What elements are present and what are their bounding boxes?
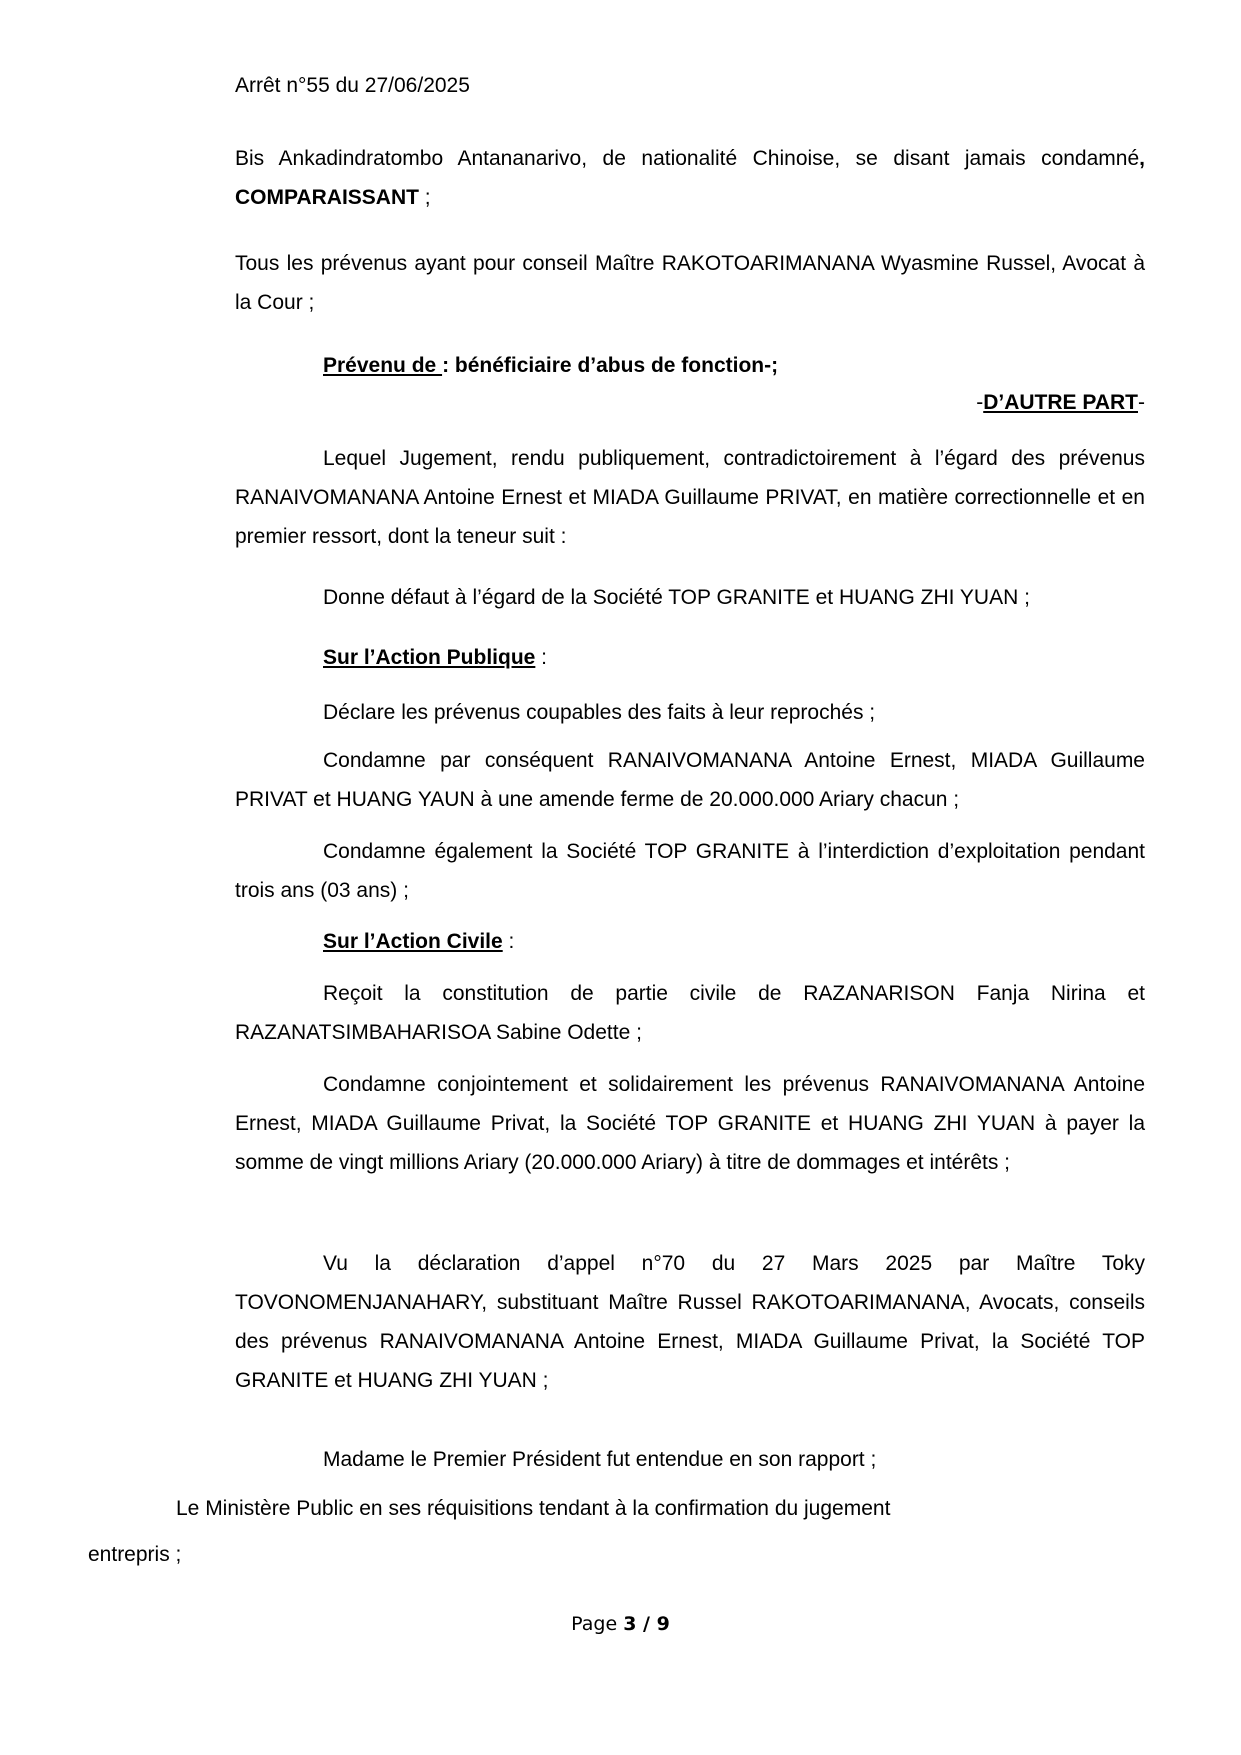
charge-label: Prévenu de xyxy=(323,354,443,377)
heading-action-publique xyxy=(323,638,547,677)
action-civile-label: Sur l’Action Civile xyxy=(323,930,503,953)
decision-header: Arrêt n°55 du 27/06/2025 xyxy=(235,74,470,97)
paragraph-judgment: Lequel Jugement, rendu publiquement, contradictoirement à l’égard des prévenus RANAIVOMANANA Antoine Ernest et MIADA Guillaume PRIVAT, en matière correctionnelle et en premier ressort, dont la teneur suit : xyxy=(235,447,1145,548)
paragraph-fine: Condamne par conséquent RANAIVOMANANA Antoine Ernest, MIADA Guillaume PRIVAT et HUANG YAUN à une amende ferme de 20.000.000 Ariary chacun ; xyxy=(235,749,1145,811)
paragraph-damages: Condamne conjointement et solidairement les prévenus RANAIVOMANANA Antoine Ernest, MIADA Guillaume Privat, la Société TOP GRANITE et HUANG ZHI YUAN à payer la somme de vingt millions Ariary (20.000.000 Ariary) à titre de dommages et intérêts ; xyxy=(235,1073,1145,1174)
comma: , xyxy=(1139,147,1145,170)
action-publique-colon: : xyxy=(535,646,548,669)
page-number xyxy=(0,1613,1241,1635)
paragraph-guilty: Déclare les prévenus coupables des faits à leur reprochés ; xyxy=(323,701,876,724)
paragraph-ministere-line2: entrepris ; xyxy=(88,1543,182,1566)
paragraph-civil-party: Reçoit la constitution de partie civile de RAZANARISON Fanja Nirina et RAZANATSIMBAHARISOA Sabine Odette ; xyxy=(235,982,1145,1044)
action-publique-label: Sur l’Action Publique xyxy=(323,646,536,669)
comparaissant-label: COMPARAISSANT xyxy=(235,186,419,209)
paragraph-counsel: Tous les prévenus ayant pour conseil Maître RAKOTOARIMANANA Wyasmine Russel, Avocat à la Cour ; xyxy=(235,252,1145,314)
paragraph-report: Madame le Premier Président fut entendue en son rapport ; xyxy=(323,1448,877,1471)
page-current: 3 xyxy=(623,1613,637,1635)
paragraph-ministere-line1: Le Ministère Public en ses réquisitions tendant à la confirmation du jugement xyxy=(176,1497,891,1520)
dash-left: - xyxy=(976,391,984,414)
page-separator: / xyxy=(636,1613,657,1635)
defendant-identity-text: Bis Ankadindratombo Antananarivo, de nationalité Chinoise, se disant jamais condamné xyxy=(235,147,1140,170)
paragraph-defendant-identity xyxy=(235,139,1145,217)
autre-part-line xyxy=(976,383,1145,422)
autre-part-label: D’AUTRE PART xyxy=(983,391,1138,414)
paragraph-ban: Condamne également la Société TOP GRANITE à l’interdiction d’exploitation pendant trois ans (03 ans) ; xyxy=(235,840,1145,902)
action-civile-colon: : xyxy=(502,930,515,953)
paragraph-appeal: Vu la déclaration d’appel n°70 du 27 Mars 2025 par Maître Toky TOVONOMENJANAHARY, substituant Maître Russel RAKOTOARIMANANA, Avocats, conseils des prévenus RANAIVOMANANA Antoine Ernest, MIADA Guillaume Privat, la Société TOP GRANITE et HUANG ZHI YUAN ; xyxy=(235,1252,1145,1392)
charge-text: : bénéficiaire d’abus de fonction-; xyxy=(442,354,779,377)
dash-right: - xyxy=(1138,391,1145,414)
paragraph-default: Donne défaut à l’égard de la Société TOP GRANITE et HUANG ZHI YUAN ; xyxy=(323,586,1030,609)
charge-line xyxy=(323,346,778,385)
page-total: 9 xyxy=(656,1613,670,1635)
page-label: Page xyxy=(571,1613,624,1635)
semicolon: ; xyxy=(418,186,431,209)
heading-action-civile xyxy=(323,922,514,961)
